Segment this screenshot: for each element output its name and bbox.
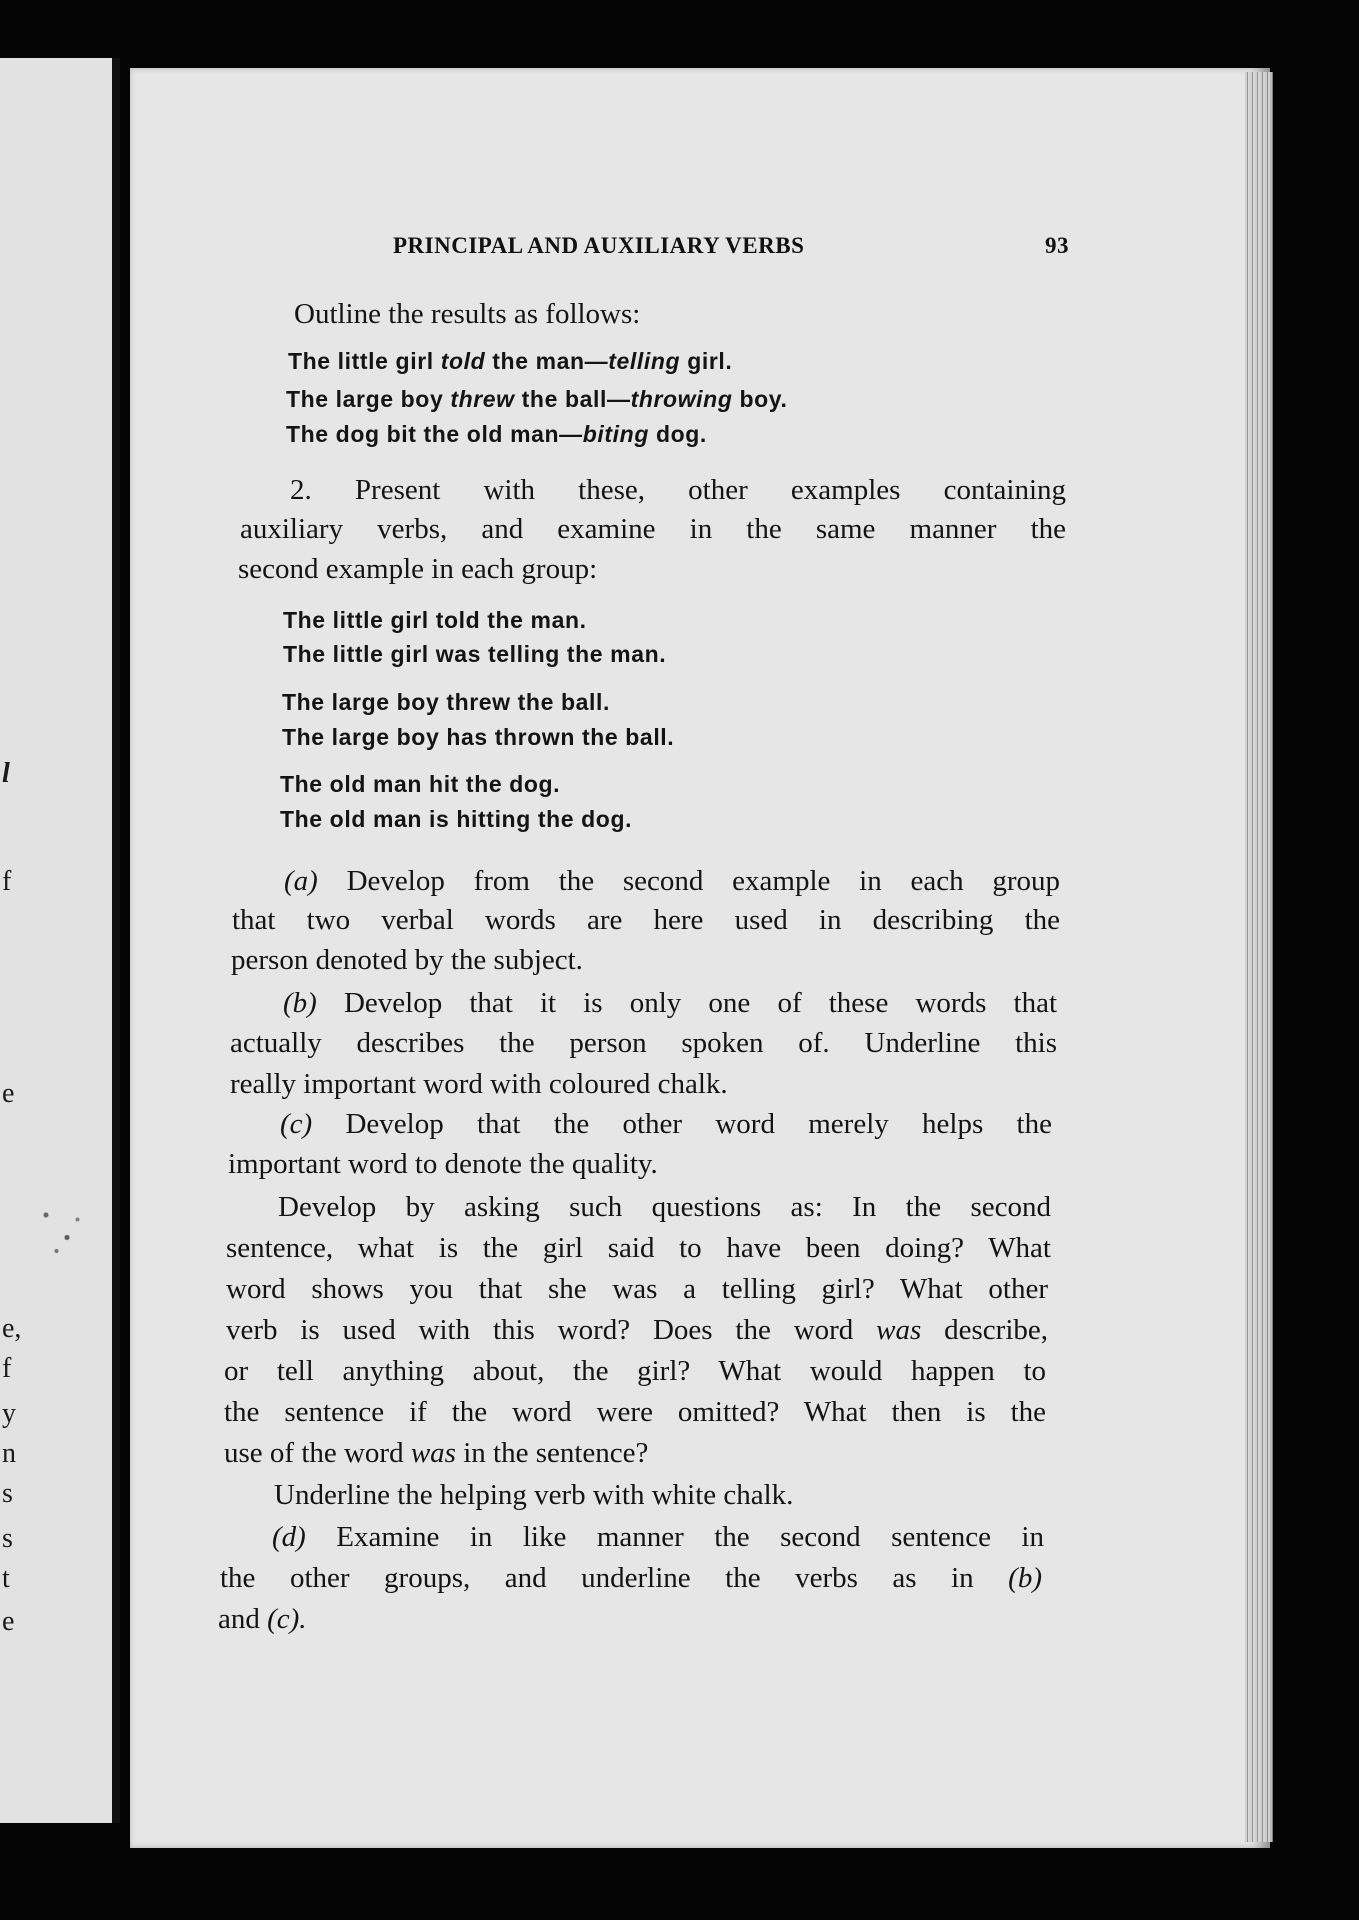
example-verb: told: [440, 348, 486, 374]
paragraph-text: and: [218, 1603, 260, 1635]
paragraph-c-line: important word to denote the quality.: [228, 1148, 658, 1180]
left-page-fragment: l: [2, 758, 10, 789]
paragraph-label: (b): [283, 987, 317, 1019]
paragraph-text: Examine in like manner the second sentence in: [305, 1521, 1044, 1553]
left-page-fragment: n: [2, 1438, 16, 1469]
group-1-sentence: The little girl told the man.: [283, 607, 587, 633]
left-page-fragment: y: [2, 1398, 16, 1429]
paragraph-text: use of the word: [224, 1437, 404, 1469]
left-page-fragment: f: [2, 1353, 12, 1384]
example-text: the ball—: [514, 386, 631, 412]
develop-line: sentence, what is the girl said to have been doing? What: [226, 1232, 1051, 1264]
paragraph-text: Develop from the second example in each group: [317, 865, 1060, 897]
outline-example: [288, 348, 732, 375]
left-page-fragment: f: [2, 866, 12, 897]
left-page-fragment: e,: [2, 1313, 22, 1344]
section-2-line: auxiliary verbs, and examine in the same manner the: [240, 513, 1066, 545]
paragraph-text: Develop that it is only one of these words that: [316, 987, 1057, 1019]
group-2-sentence: The large boy has thrown the ball.: [282, 724, 675, 750]
example-verb: threw: [450, 386, 515, 412]
paragraph-b-line: [283, 987, 1057, 1020]
paragraph-label: (c): [280, 1108, 313, 1140]
group-2-sentence: The large boy threw the ball.: [282, 689, 610, 715]
page-number: 93: [1045, 233, 1069, 258]
group-1-sentence: The little girl was telling the man.: [283, 641, 667, 667]
example-text: The large boy: [286, 386, 451, 412]
paragraph-a-line: person denoted by the subject.: [231, 944, 583, 976]
paragraph-text: verb is used with this word? Does the word: [226, 1314, 854, 1346]
page-edge-shadow: [1245, 72, 1273, 1842]
develop-line: word shows you that she was a telling girl? What other: [226, 1273, 1048, 1305]
paragraph-reference: (c).: [267, 1603, 307, 1635]
outline-example: [286, 421, 707, 448]
running-title: PRINCIPAL AND AUXILIARY VERBS: [393, 233, 805, 258]
left-page-margin: [0, 58, 120, 1823]
example-text: girl.: [680, 348, 733, 374]
develop-line: [226, 1314, 1048, 1347]
example-participle: biting: [582, 421, 649, 447]
develop-line: Develop by asking such questions as: In the second: [278, 1191, 1051, 1223]
left-page-fragment: t: [2, 1563, 10, 1594]
outline-example: [286, 386, 787, 413]
develop-line: or tell anything about, the girl? What would happen to: [224, 1355, 1046, 1387]
develop-line: [224, 1437, 648, 1470]
section-2-line: 2. Present with these, other examples containing: [290, 474, 1066, 506]
paragraph-a-line: [284, 865, 1060, 898]
group-3-sentence: The old man hit the dog.: [280, 771, 561, 797]
scan-speckle: [25, 1188, 95, 1278]
paragraph-d-line: [218, 1603, 307, 1636]
paragraph-text: the other groups, and underline the verbs as in: [220, 1562, 974, 1594]
paragraph-c-line: [280, 1108, 1052, 1141]
paragraph-text: describe,: [921, 1314, 1049, 1346]
italic-word: was: [876, 1314, 922, 1346]
example-text: The dog bit the old man—: [286, 421, 583, 447]
paragraph-d-line: [220, 1562, 1042, 1595]
example-participle: telling: [608, 348, 681, 374]
left-page-fragment: s: [2, 1523, 13, 1554]
paragraph-d-line: [272, 1521, 1044, 1554]
italic-word: was: [410, 1437, 456, 1469]
running-header: [393, 233, 1073, 263]
example-text: the man—: [485, 348, 609, 374]
section-2-line: second example in each group:: [238, 553, 598, 585]
paragraph-a-line: that two verbal words are here used in describing the: [232, 904, 1060, 936]
example-participle: throwing: [630, 386, 733, 412]
example-text: dog.: [648, 421, 707, 447]
paragraph-b-line: really important word with coloured chalk.: [230, 1068, 728, 1100]
paragraph-label: (a): [284, 865, 318, 897]
paragraph-label: (d): [272, 1521, 306, 1553]
paragraph-reference: (b): [1008, 1562, 1042, 1594]
left-page-fragment: e: [2, 1606, 15, 1637]
left-page-fragment: s: [2, 1478, 13, 1509]
paragraph-text: in the sentence?: [455, 1437, 649, 1469]
paragraph-b-line: actually describes the person spoken of. Underline this: [230, 1027, 1057, 1059]
paragraph-text: Develop that the other word merely helps the: [312, 1108, 1052, 1140]
outline-intro: Outline the results as follows:: [294, 298, 641, 330]
example-text: The little girl: [288, 348, 441, 374]
left-page-fragment: e: [2, 1078, 15, 1109]
group-3-sentence: The old man is hitting the dog.: [280, 806, 633, 832]
develop-line: the sentence if the word were omitted? What then is the: [224, 1396, 1046, 1428]
example-text: boy.: [732, 386, 788, 412]
underline-instruction: Underline the helping verb with white chalk.: [274, 1479, 794, 1511]
